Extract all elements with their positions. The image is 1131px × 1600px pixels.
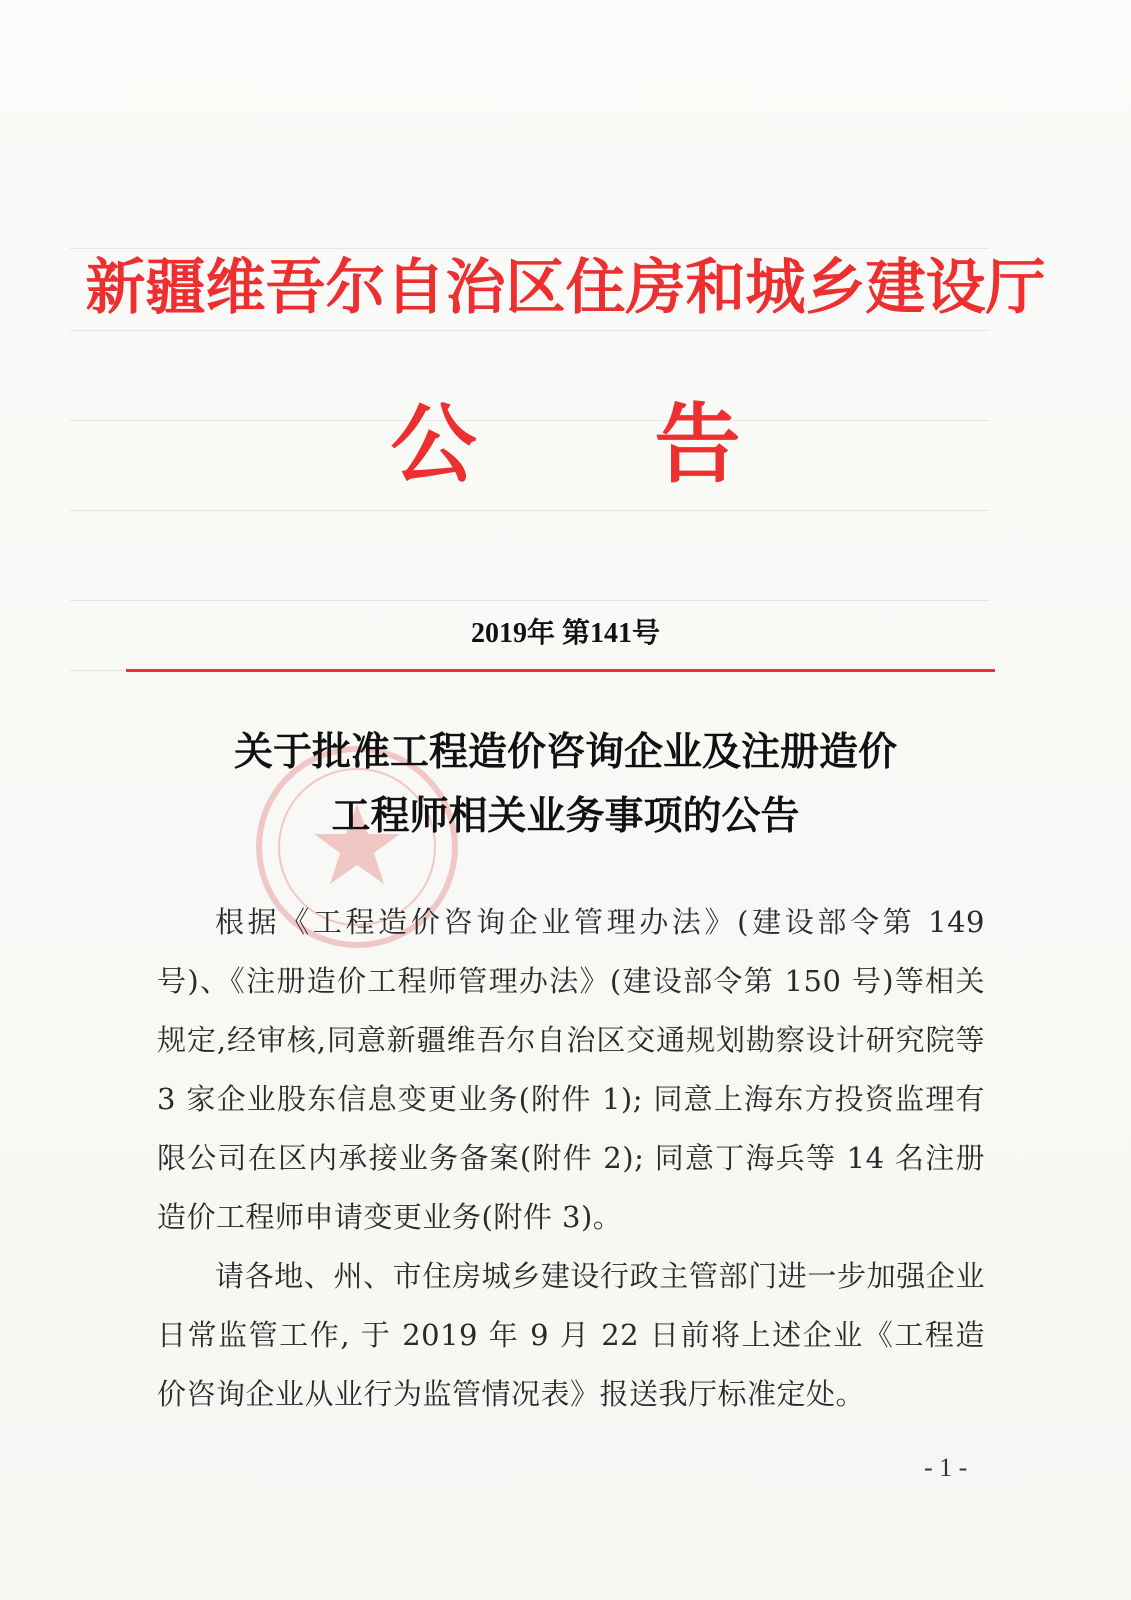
body-paragraph-2: 请各地、州、市住房城乡建设行政主管部门进一步加强企业日常监管工作, 于 2019 年 9 月 22 日前将上述企业《工程造价咨询企业从业行为监管情况表》报送我厅标准定处。 xyxy=(157,1259,985,1411)
title-line-2: 工程师相关业务事项的公告 xyxy=(331,793,800,839)
red-divider xyxy=(126,669,995,672)
title-line-1: 关于批准工程造价咨询企业及注册造价 xyxy=(233,729,897,775)
document-number: 2019年 第141号 xyxy=(470,618,660,649)
body-paragraph-1: 根据《工程造价咨询企业管理办法》(建设部令第 149 号)、《注册造价工程师管理办法》(建设部令第 150 号)等相关规定,经审核,同意新疆维吾尔自治区交通规划勘察设计研究院等 3 家企业股东信息变更业务(附件 1); 同意上海东方投资监理有限公司在区内承接业务备案(附件 2); 同意丁海兵等 14 名注册造价工程师申请变更业务(附件 3)。 xyxy=(157,905,985,1234)
page-number: - 1 - xyxy=(924,1453,968,1482)
notice-heading: 公告 xyxy=(390,394,919,495)
notice-title xyxy=(0,720,1131,848)
agency-header: 新疆维吾尔自治区住房和城乡建设厅 xyxy=(85,253,1046,323)
notice-body xyxy=(157,893,985,1424)
